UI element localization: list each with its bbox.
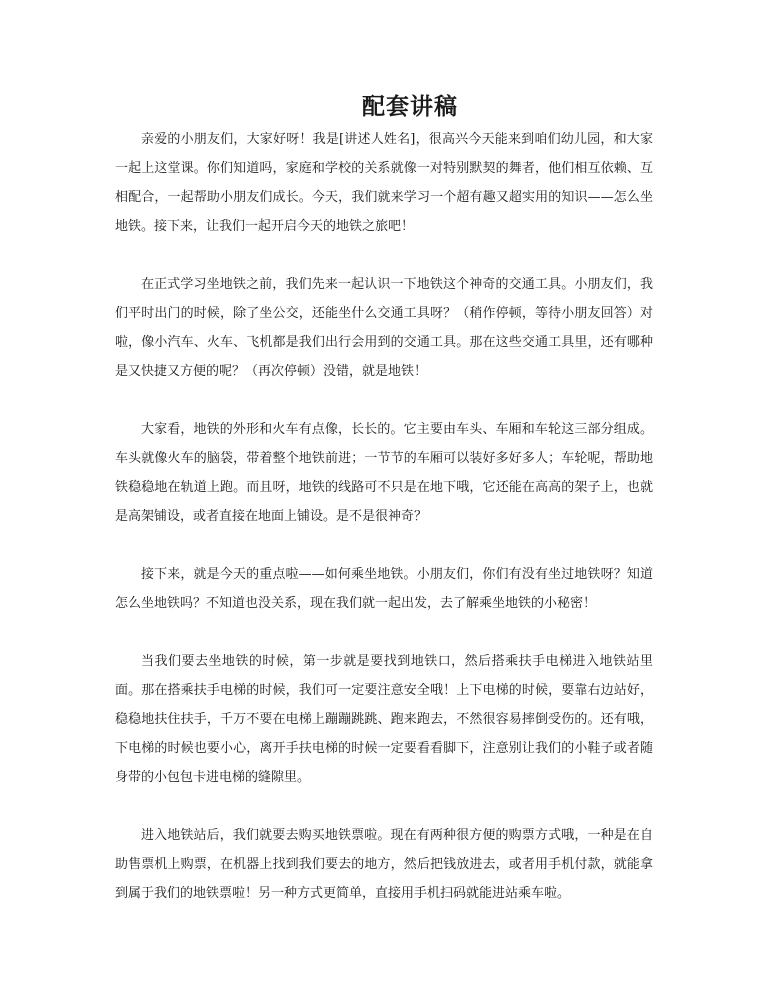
paragraph-1: 亲爱的小朋友们，大家好呀！我是[讲述人姓名]，很高兴今天能来到咱们幼儿园，和大家一起上这堂课。你们知道吗，家庭和学校的关系就像一对特别默契的舞者，他们相互依赖、互相配合，一起帮助小朋友们成长。今天，我们就来学习一个超有趣又超实用的知识——怎么坐地铁。接下来，让我们一起开启今天的地铁之旅吧！ (115, 132, 653, 234)
paragraph-2: 在正式学习坐地铁之前，我们先来一起认识一下地铁这个神奇的交通工具。小朋友们，我们平时出门的时候，除了坐公交，还能坐什么交通工具呀？（稍作停顿，等待小朋友回答）对啦，像小汽车、火车、飞机都是我们出行会用到的交通工具。那在这些交通工具里，还有哪种是又快捷又方便的呢？（再次停顿）没错，就是地铁！ (115, 277, 653, 379)
paragraph-3: 大家看，地铁的外形和火车有点像，长长的。它主要由车头、车厢和车轮这三部分组成。车头就像火车的脑袋，带着整个地铁前进；一节节的车厢可以装好多好多人；车轮呢，帮助地铁稳稳地在轨道上跑。而且呀，地铁的线路可不只是在地下哦，它还能在高高的架子上，也就是高架铺设，或者直接在地面上铺设。是不是很神奇？ (115, 422, 653, 524)
speech-body (115, 125, 653, 937)
paragraph-5: 当我们要去坐地铁的时候，第一步就是要找到地铁口，然后搭乘扶手电梯进入地铁站里面。那在搭乘扶手电梯的时候，我们可一定要注意安全哦！上下电梯的时候，要靠右边站好，稳稳地扶住扶手，千万不要在电梯上蹦蹦跳跳、跑来跑去，不然很容易摔倒受伤的。还有哦，下电梯的时候也要小心，离开手扶电梯的时候一定要看看脚下，注意别让我们的小鞋子或者随身带的小包包卡进电梯的缝隙里。 (115, 654, 653, 785)
paragraph-4: 接下来，就是今天的重点啦——如何乘坐地铁。小朋友们，你们有没有坐过地铁呀？知道怎么坐地铁吗？不知道也没关系，现在我们就一起出发，去了解乘坐地铁的小秘密！ (115, 567, 653, 611)
paragraph-6: 进入地铁站后，我们就要去购买地铁票啦。现在有两种很方便的购票方式哦，一种是在自助售票机上购票，在机器上找到我们要去的地方，然后把钱放进去，或者用手机付款，就能拿到属于我们的地铁票啦！另一种方式更简单，直接用手机扫码就能进站乘车啦。 (115, 828, 653, 901)
page-title: 配套讲稿 (362, 93, 458, 120)
